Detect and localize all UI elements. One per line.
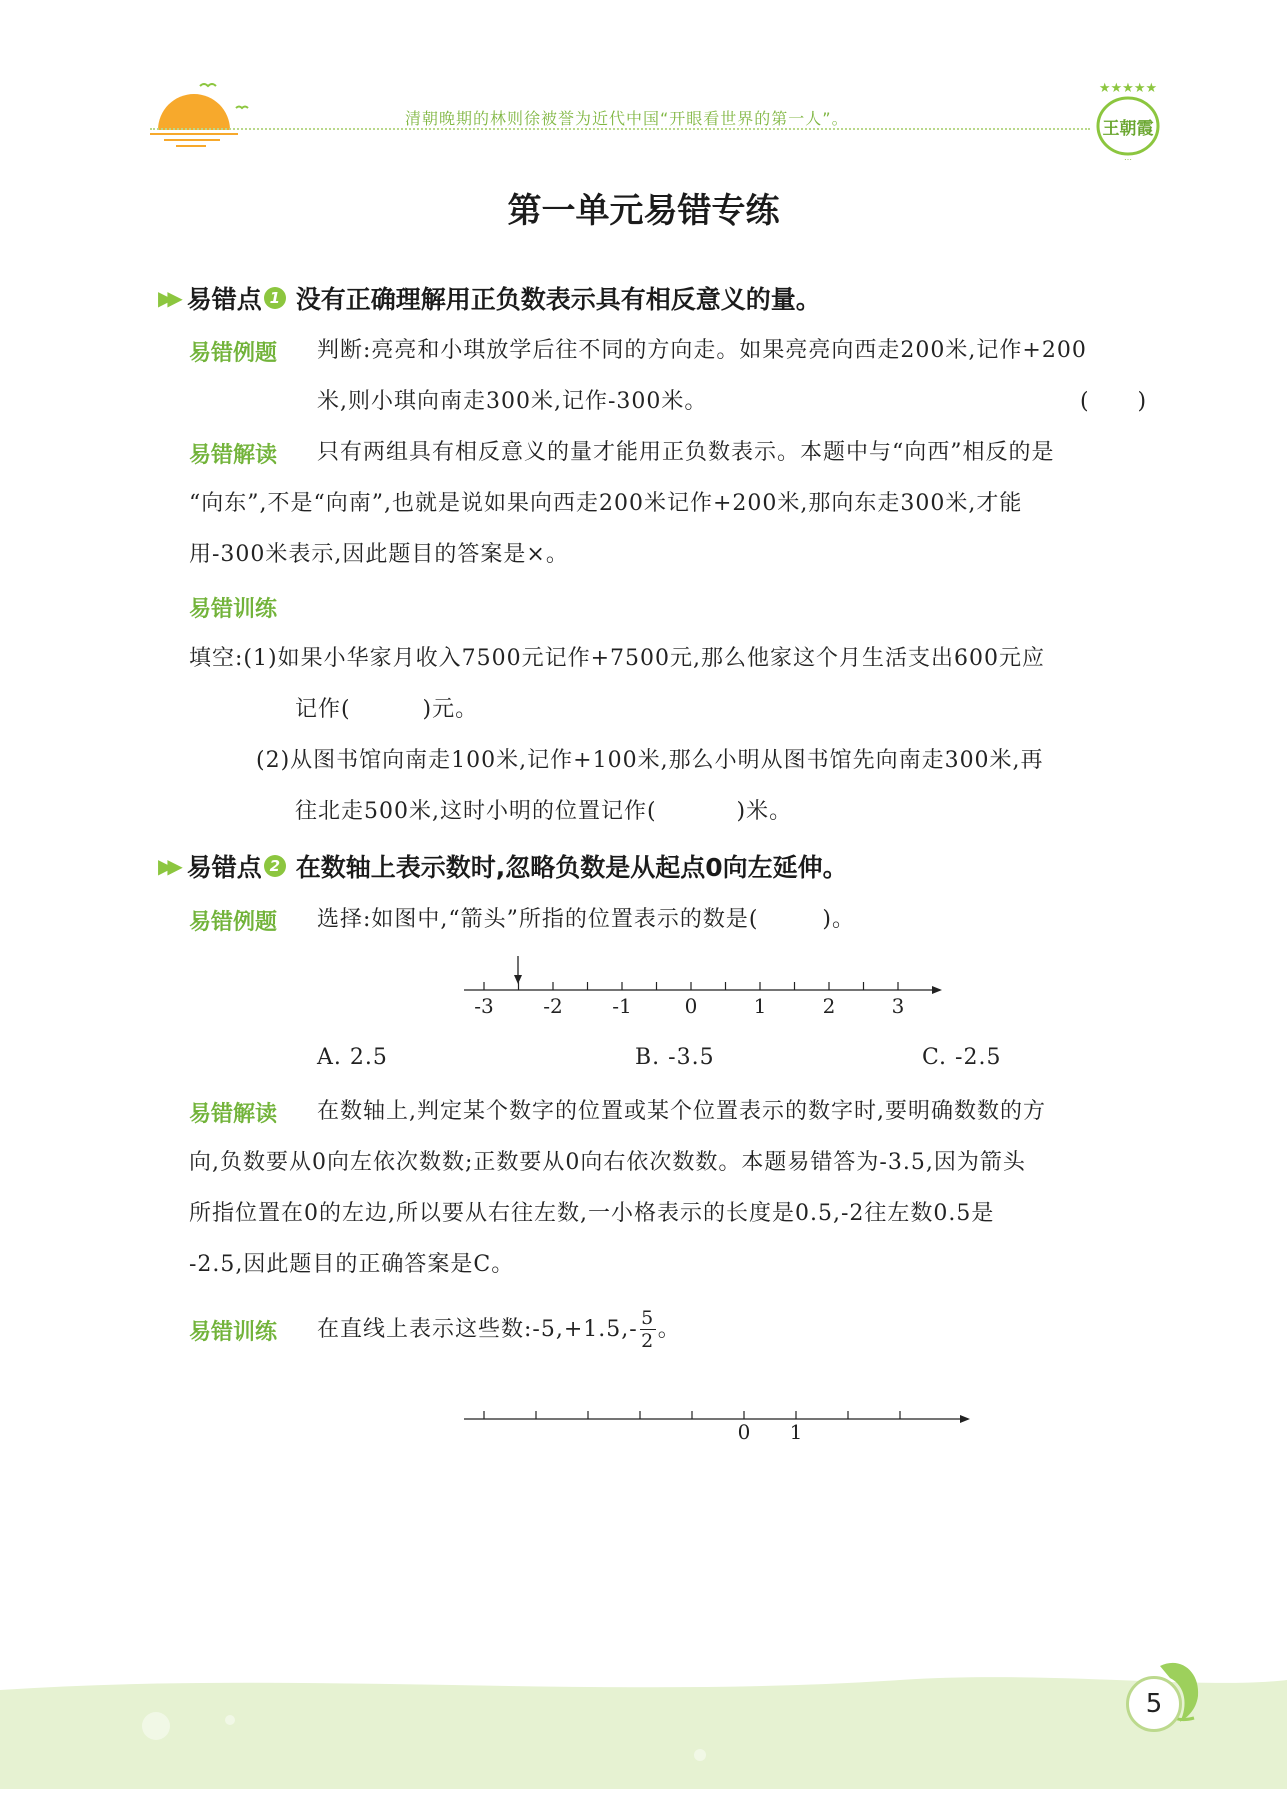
section1-train2-line2: 往北走500米,这时小明的位置记作( )米。: [295, 799, 793, 824]
double-chevron-icon: ▶▶: [158, 286, 177, 310]
page-number: 5: [1126, 1676, 1182, 1732]
axis1-tick-label: 1: [753, 994, 767, 1018]
fraction-numerator: 5: [641, 1307, 655, 1329]
axis1-tick-label: -1: [612, 994, 632, 1018]
svg-text:★★★★★: ★★★★★: [1098, 81, 1158, 96]
section2-training-end: 。: [657, 1317, 681, 1342]
option-a: A. 2.5: [317, 1045, 388, 1070]
footer-wave: [0, 1660, 1287, 1789]
section1-example-line2: 米,则小琪向南走300米,记作-300米。: [317, 389, 708, 414]
section2-number-badge: 2: [264, 855, 286, 877]
section2-text: 在数轴上表示数时,忽略负数是从起点0向左延伸。: [295, 853, 848, 882]
section1-example-tag: 易错例题: [189, 341, 278, 366]
header-logo: [150, 78, 260, 158]
section2-analysis-line1: 在数轴上,判定某个数字的位置或某个位置表示的数字时,要明确数数的方: [317, 1099, 1046, 1124]
section2-label: 易错点: [186, 853, 262, 882]
svg-text:…: …: [1124, 153, 1132, 162]
number-line-2-labels: [460, 1420, 980, 1450]
axis2-tick-label: 1: [789, 1420, 803, 1444]
section1-training-tag: 易错训练: [189, 597, 278, 622]
section1-train1-line2: 记作( )元。: [295, 697, 479, 722]
axis2-tick-label: 0: [737, 1420, 751, 1444]
section1-train2-line1: (2)从图书馆向南走100米,记作+100米,那么小明从图书馆先向南走300米,再: [256, 748, 1044, 773]
section1-train1-line1: 填空:(1)如果小华家月收入7500元记作+7500元,那么他家这个月生活支出600元应: [189, 646, 1045, 671]
double-chevron-icon: ▶▶: [158, 854, 177, 878]
option-b: B. -3.5: [635, 1045, 715, 1070]
section2-heading: [158, 848, 848, 884]
section2-analysis-line3: 所指位置在0的左边,所以要从右往左数,一小格表示的长度是0.5,-2往左数0.5是: [189, 1201, 995, 1226]
section1-text: 没有正确理解用正负数表示具有相反意义的量。: [295, 285, 821, 314]
section1-analysis-line3: 用-300米表示,因此题目的答案是×。: [189, 542, 569, 567]
section2-training-body: 在直线上表示这些数:-5,+1.5,-: [317, 1317, 638, 1342]
fraction: [640, 1307, 656, 1352]
axis1-tick-label: 3: [891, 994, 905, 1018]
section2-analysis-tag: 易错解读: [189, 1102, 278, 1127]
pointer-arrow-icon: [514, 956, 522, 984]
section2-example-text: 选择:如图中,“箭头”所指的位置表示的数是( )。: [317, 907, 856, 932]
axis1-tick-label: 2: [822, 994, 836, 1018]
axis1-tick-label: -3: [474, 994, 494, 1018]
section1-analysis-tag: 易错解读: [189, 443, 278, 468]
section1-heading: [158, 280, 821, 316]
section2-analysis-line4: -2.5,因此题目的正确答案是C。: [189, 1252, 515, 1277]
section1-example-answer-paren: ( ): [1080, 389, 1148, 414]
number-line-1-labels: [460, 994, 950, 1024]
page-title: 第一单元易错专练: [507, 191, 780, 231]
brand-badge-text: 王朝霞: [1102, 119, 1154, 139]
section2-analysis-line2: 向,负数要从0向左依次数数;正数要从0向右依次数数。本题易错答为-3.5,因为箭头: [189, 1150, 1026, 1175]
section1-analysis-line1: 只有两组具有相反意义的量才能用正负数表示。本题中与“向西”相反的是: [317, 440, 1055, 465]
axis1-tick-label: 0: [684, 994, 698, 1018]
section1-example-line1: 判断:亮亮和小琪放学后往不同的方向走。如果亮亮向西走200米,记作+200: [317, 338, 1087, 363]
section1-number-badge: 1: [264, 287, 286, 309]
section1-label: 易错点: [186, 285, 262, 314]
header-motto: 清朝晚期的林则徐被誉为近代中国“开眼看世界的第一人”。: [405, 109, 849, 128]
section1-analysis-line2: “向东”,不是“向南”,也就是说如果向西走200米记作+200米,那向东走300米,才能: [189, 491, 1023, 516]
fraction-denominator: 2: [641, 1330, 655, 1352]
option-c: C. -2.5: [922, 1045, 1002, 1070]
section2-training-text: [317, 1304, 681, 1355]
section2-training-tag: 易错训练: [189, 1320, 278, 1345]
section2-example-tag: 易错例题: [189, 910, 278, 935]
axis1-tick-label: -2: [543, 994, 563, 1018]
